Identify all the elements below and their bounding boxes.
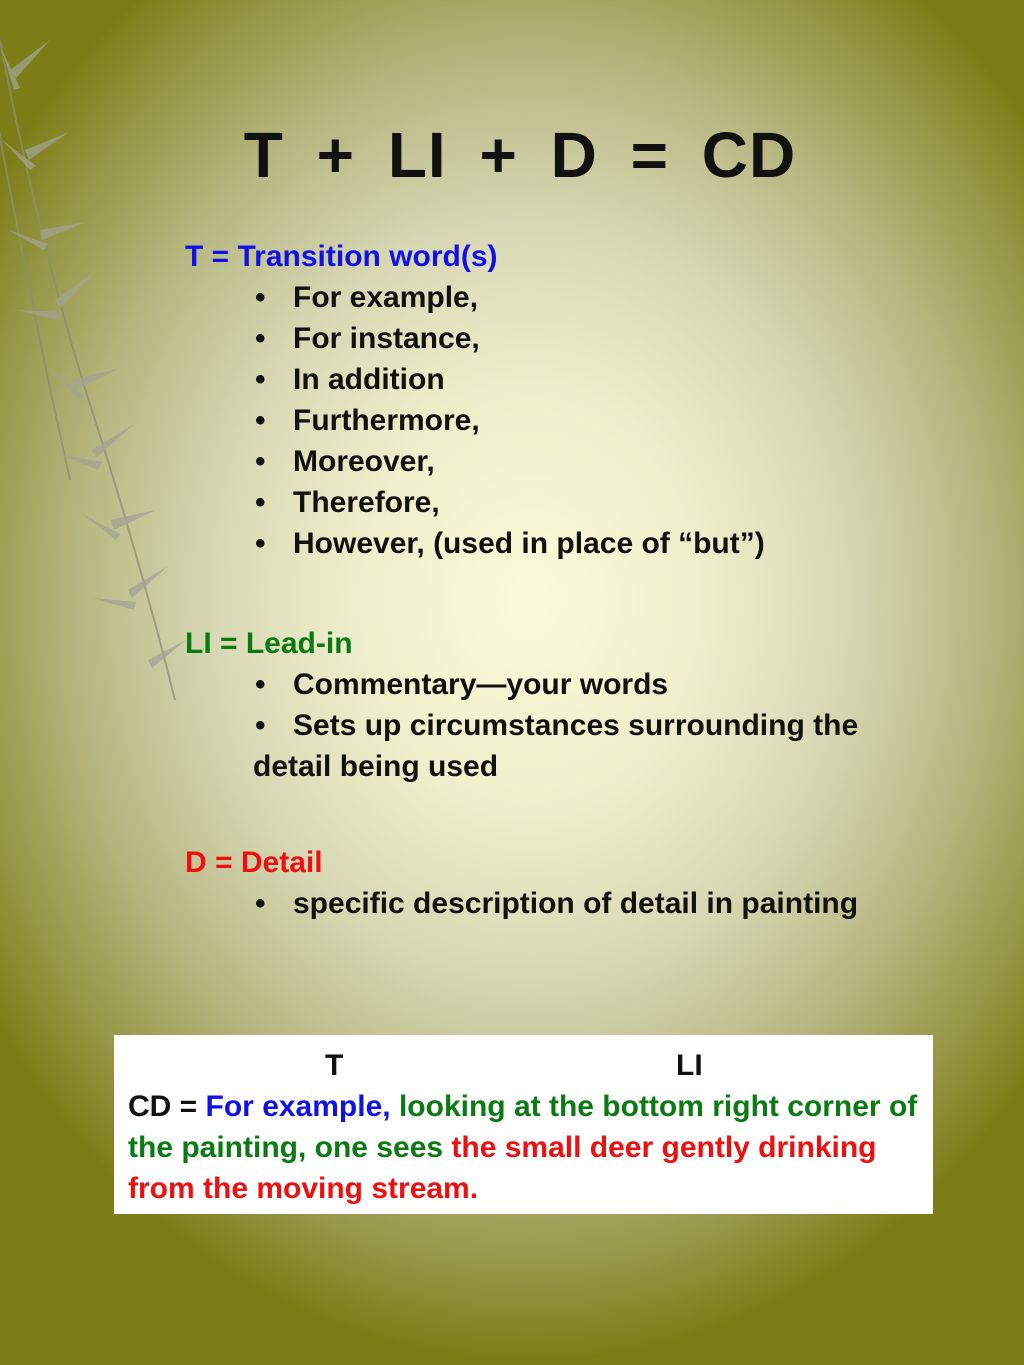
- label-li: LI: [676, 1049, 703, 1082]
- list-item: • Furthermore,: [185, 400, 765, 441]
- list-item: • Therefore,: [185, 482, 765, 523]
- list-item-text: Sets up circumstances surrounding the detail being used: [253, 709, 859, 783]
- list-item: • However, (used in place of “but”): [185, 523, 765, 564]
- list-item: • specific description of detail in painting: [185, 883, 858, 924]
- example-prefix: CD =: [128, 1090, 206, 1123]
- list-item: • Sets up circumstances surrounding the detail being used: [253, 709, 859, 783]
- list-item: • For example,: [185, 277, 765, 318]
- example-labels: [128, 1045, 919, 1086]
- leadin-heading: LI = Lead-in: [185, 627, 353, 660]
- list-item: • In addition: [185, 359, 765, 400]
- transition-section: [185, 236, 765, 564]
- page-title: T + LI + D = CD: [243, 119, 797, 191]
- leadin-section: [185, 623, 903, 787]
- example-box: [114, 1035, 933, 1214]
- example-leadin: looking at the bottom right corner of the painting, one sees: [128, 1090, 918, 1164]
- example-transition: For example,: [205, 1090, 391, 1123]
- list-item: • Commentary—your words: [185, 664, 903, 705]
- example-sentence: [128, 1086, 919, 1209]
- transition-list: [185, 277, 765, 564]
- detail-list: [185, 883, 858, 924]
- bamboo-decoration: [0, 0, 200, 720]
- example-detail: the small deer gently drinking from the moving stream.: [128, 1131, 877, 1205]
- detail-heading: D = Detail: [185, 846, 323, 879]
- leadin-list: [185, 664, 903, 787]
- label-t: T: [325, 1049, 344, 1082]
- transition-heading: T = Transition word(s): [185, 240, 498, 273]
- detail-section: [185, 842, 858, 924]
- list-item: • For instance,: [185, 318, 765, 359]
- list-item: • Moreover,: [185, 441, 765, 482]
